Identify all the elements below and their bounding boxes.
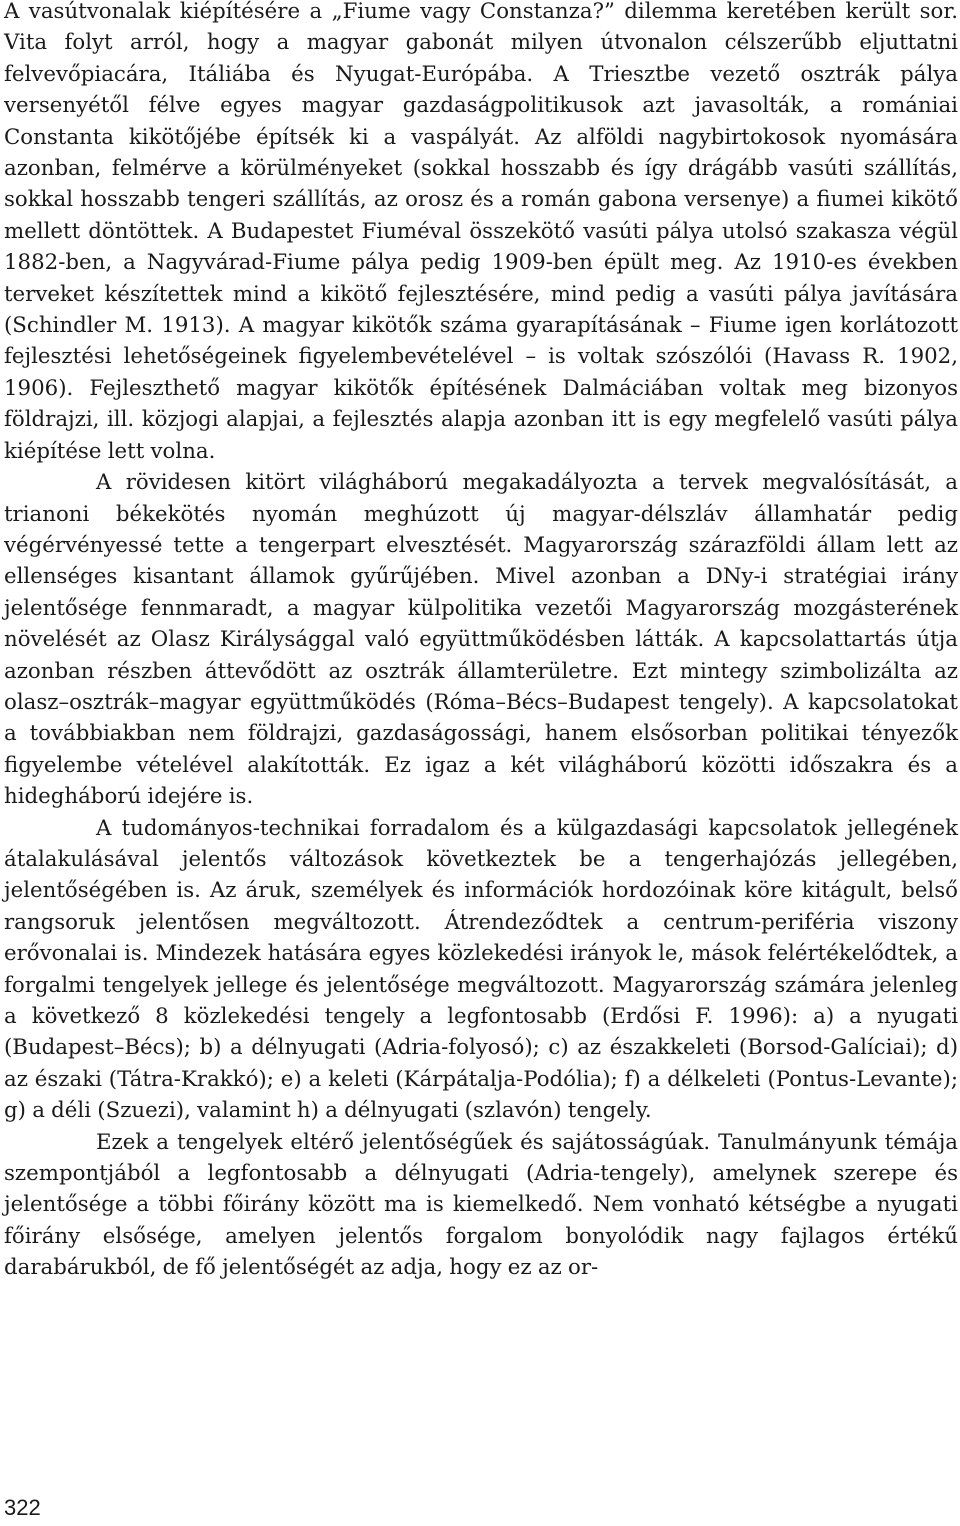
paragraph-transport-axes: A tudományos-technikai forradalom és a külgazdasági kapcsolatok jellegének átalakulásával jelentős változások következtek be a tengerhajózás jellegében, jelentőségében is. Az áruk, személyek és információk hordozóinak köre kitágult, belső rangsoruk jelentősen megváltozott. Átrendeződtek a centrum-periféria viszony erővonalai is. Mindezek hatására egyes közlekedési irányok le, mások felértékelődtek, a forgalmi tengelyek jellege és jelentősége megváltozott. Magyarország számára jelenleg a következő 8 közlekedési tengely a legfontosabb (Erdősi F. 1996): a) a nyugati (Budapest–Bécs); b) a délnyugati (Adria-folyosó); c) az északkeleti (Borsod-Galíciai); d) az északi (Tátra-Krakkó); e) a keleti (Kárpátalja-Podólia); f) a délkeleti (Pontus-Levante); g) a déli (Szuezi), valamint h) a délnyugati (szlavón) tengely. xyxy=(4,815,958,1124)
page-number: 322 xyxy=(4,1495,41,1520)
paragraph-world-war: A rövidesen kitört világháború megakadályozta a tervek megvalósítását, a trianoni békekötés nyomán meghúzott új magyar-délszláv államhatár pedig végérvényessé tette a tengerpart elvesztését. Magyarország szárazföldi állam lett az ellenséges kisantant államok gyűrűjében. Mivel azonban a DNy-i stratégiai irány jelentősége fennmaradt, a magyar külpolitika vezetői Magyarország mozgásterének növelését az Olasz Királysággal való együttműködésben látták. A kapcsolattartás útja azonban részben áttevődött az osztrák államterületre. Ezt mintegy szimbolizálta az olasz–osztrák–magyar együttműködés (Róma–Bécs–Budapest tengely). A kapcsolatokat a továbbiakban nem földrajzi, gazdaságossági, hanem elsősorban politikai tényezők figyelembe vételével alakították. Ez igaz a két világháború közötti időszakra és a hidegháború idejére is. xyxy=(4,470,958,810)
paragraph-railway-fiume: A vasútvonalak kiépítésére a „Fiume vagy Constanza?” dilemma keretében került sor. Vita folyt arról, hogy a magyar gabonát milyen útvonalon célszerűbb eljuttatni felvevőpiacára, Itáliába és Nyugat-Európába. A Triesztbe vezető osztrák pálya versenyétől félve egyes magyar gazdaságpolitikusok azt javasolták, a romániai Constanta kikötőjébe építsék ki a vaspályát. Az alföldi nagybirtokosok nyomására azonban, felmérve a körülményeket (sokkal hosszabb és így drágább vasúti szállítás, sokkal hosszabb tengeri szállítás, az orosz és a román gabona versenye) a fiumei kikötő mellett döntöttek. A Budapestet Fiuméval összekötő vasúti pálya utolsó szakasza végül 1882-ben, a Nagyvárad-Fiume pálya pedig 1909-ben épült meg. Az 1910-es években terveket készítettek mind a kikötő fejlesztésére, mind pedig a vasúti pálya javítására (Schindler M. 1913). A magyar kikötők száma gyarapításának – Fiume igen korlátozott fejlesztési lehetőségeinek figyelembevételével – is voltak szószólói (Havass R. 1902, 1906). Fejleszthető magyar kikötők építésének Dalmáciában voltak meg bizonyos földrajzi, ill. közjogi alapjai, a fejlesztés alapja azonban itt is egy megfelelő vasúti pálya kiépítése lett volna. xyxy=(4,0,958,464)
body-text xyxy=(4,0,958,1284)
paragraph-adriatic-axis: Ezek a tengelyek eltérő jelentőségűek és sajátosságúak. Tanulmányunk témája szempontjából a legfontosabb a délnyugati (Adria-tengely), amelynek szerepe és jelentősége a többi főirány között ma is kiemelkedő. Nem vonható kétségbe a nyugati főirány elsősége, amelyen jelentős forgalom bonyolódik nagy fajlagos értékű darabárukból, de fő jelentőségét az adja, hogy ez az or- xyxy=(4,1129,958,1281)
